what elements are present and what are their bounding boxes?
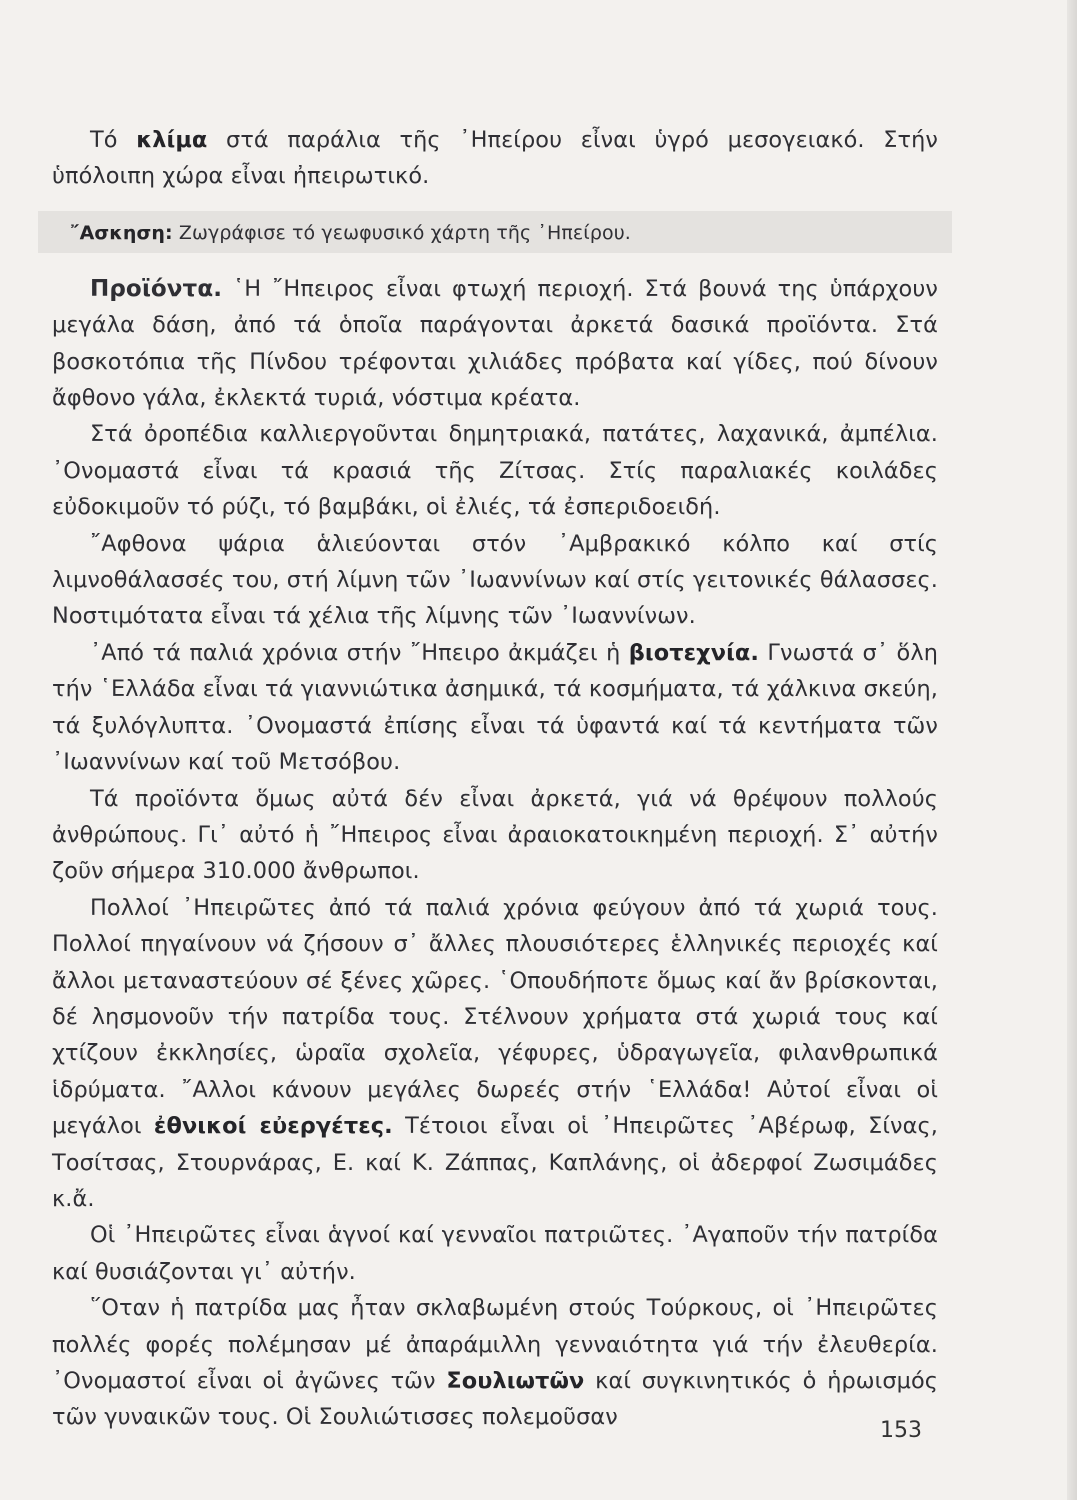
text-span: ῞Οταν ἡ πατρίδα μας ἦταν σκλαβωμένη στούς Τούρκους, οἱ ᾿Ηπειρῶτες πολλές φορές πολέμησαν μέ ἀπαράμιλλη γενναιότητα γιά τήν ἐλευθερία. ᾿Ονομαστοί εἶναι οἱ ἀγῶνες τῶν — [52, 1295, 938, 1394]
text-span: Πολλοί ᾿Ηπειρῶτες ἀπό τά παλιά χρόνια φεύγουν ἀπό τά χωριά τους. Πολλοί πηγαίνουν νά ζήσουν σ᾿ ἄλλες πλουσιότερες ἑλληνικές περιοχές καί ἄλλοι μεταναστεύουν σέ ξένες χῶρες. ῾Οπουδήποτε ὅμως καί ἄν βρίσκονται, δέ λησμονοῦν τήν πατρίδα τους. Στέλνουν χρήματα στά χωριά τους καί χτίζουν ἐκκλησίες, ὡραῖα σχολεῖα, γέφυρες, ὑδραγωγεῖα, φιλανθρωπικά ἱδρύματα. ῎Αλλοι κάνουν μεγάλες δωρεές στήν ῾Ελλάδα! Αὐτοί εἶναι οἱ μεγάλοι — [52, 894, 938, 1140]
page-edge — [1067, 0, 1077, 1500]
products-paragraph-4 — [52, 635, 938, 781]
text-span: Τέτοιοι εἶναι οἱ ᾿Ηπειρῶτες ᾿Αβέρωφ, Σίνας, Τοσίτσας, Στουρνάρας, Ε. καί Κ. Ζάππας, Καπλάνης, οἱ ἀδερφοί Ζωσιμάδες κ.ἄ. — [52, 1113, 938, 1212]
bold-term: βιοτεχνία. — [628, 639, 759, 666]
bold-term: ἐθνικοί εὐεργέτες. — [153, 1113, 393, 1140]
text-span: Γνωστά σ᾿ ὅλη τήν ῾Ελλάδα εἶναι τά γιαννιώτικα ἀσημικά, τά κοσμήματα, τά χάλκινα σκεύη, τά ξυλόγλυπτα. ᾿Ονομαστά ἐπίσης εἶναι τά ὑφαντά καί τά κεντήματα τῶν ᾿Ιωαννίνων καί τοῦ Μετσόβου. — [52, 639, 938, 776]
section-heading: Προϊόντα. — [90, 275, 223, 302]
text-block — [52, 122, 938, 1436]
products-paragraph-1 — [52, 271, 938, 417]
bold-term: Σουλιωτῶν — [446, 1368, 585, 1394]
climate-paragraph — [52, 122, 938, 195]
exercise-box — [38, 211, 952, 253]
exercise-label: ῎Ασκηση: — [70, 221, 173, 244]
products-paragraph-8 — [52, 1290, 938, 1436]
text-span: ᾿Από τά παλιά χρόνια στήν ῎Ηπειρο ἀκμάζει ἡ — [90, 639, 629, 666]
text-span: ῾Η ῎Ηπειρος εἶναι φτωχή περιοχή. Στά βουνά της ὑπάρχουν μεγάλα δάση, ἀπό τά ὁποῖα παράγονται ἀρκετά δασικά προϊόντα. Στά βοσκοτόπια τῆς Πίνδου τρέφονται χιλιάδες πρόβατα καί γίδες, πού δίνουν ἄφθονο γάλα, ἐκλεκτά τυριά, νόστιμα κρέατα. — [52, 275, 938, 412]
products-paragraph-5: Τά προϊόντα ὅμως αὐτά δέν εἶναι ἀρκετά, γιά νά θρέψουν πολλούς ἀνθρώπους. Γι᾿ αὐτό ἡ ῎Ηπειρος εἶναι ἀραιοκατοικημένη περιοχή. Σ᾿ αὐτήν ζοῦν σήμερα 310.000 ἄνθρωποι. — [52, 785, 938, 885]
page-number: 153 — [880, 1418, 922, 1443]
products-paragraph-3: ῎Αφθονα ψάρια ἁλιεύονται στόν ᾿Αμβρακικό κόλπο καί στίς λιμνοθάλασσές του, στή λίμνη τῶν ᾿Ιωαννίνων καί στίς γειτονικές θάλασσες. Νοστιμότατα εἶναι τά χέλια τῆς λίμνης τῶν ᾿Ιωαννίνων. — [52, 530, 938, 630]
products-paragraph-6 — [52, 890, 938, 1218]
exercise-text: Ζωγράφισε τό γεωφυσικό χάρτη τῆς ᾿Ηπείρου. — [172, 221, 631, 244]
text-span: Τό — [90, 127, 137, 153]
text-span: στά παράλια τῆς ᾿Ηπείρου εἶναι ὑγρό μεσογειακό. Στήν ὑπόλοιπη χώρα εἶναι ἠπειρωτικό. — [52, 127, 938, 190]
products-paragraph-7: Οἱ ᾿Ηπειρῶτες εἶναι ἁγνοί καί γενναῖοι πατριῶτες. ᾿Αγαποῦν τήν πατρίδα καί θυσιάζονται γι᾿ αὐτήν. — [52, 1222, 938, 1285]
products-paragraph-2: Στά ὀροπέδια καλλιεργοῦνται δημητριακά, πατάτες, λαχανικά, ἀμπέλια. ᾿Ονομαστά εἶναι τά κρασιά τῆς Ζίτσας. Στίς παραλιακές κοιλάδες εὐδοκιμοῦν τό ρύζι, τό βαμβάκι, οἱ ἐλιές, τά ἐσπεριδοειδή. — [52, 421, 938, 521]
text-span: καί συγκινητικός ὁ ἡρωισμός τῶν γυναικῶν τους. Οἱ Σουλιώτισσες πολεμοῦσαν — [52, 1368, 939, 1431]
bold-term: κλίμα — [136, 127, 208, 153]
